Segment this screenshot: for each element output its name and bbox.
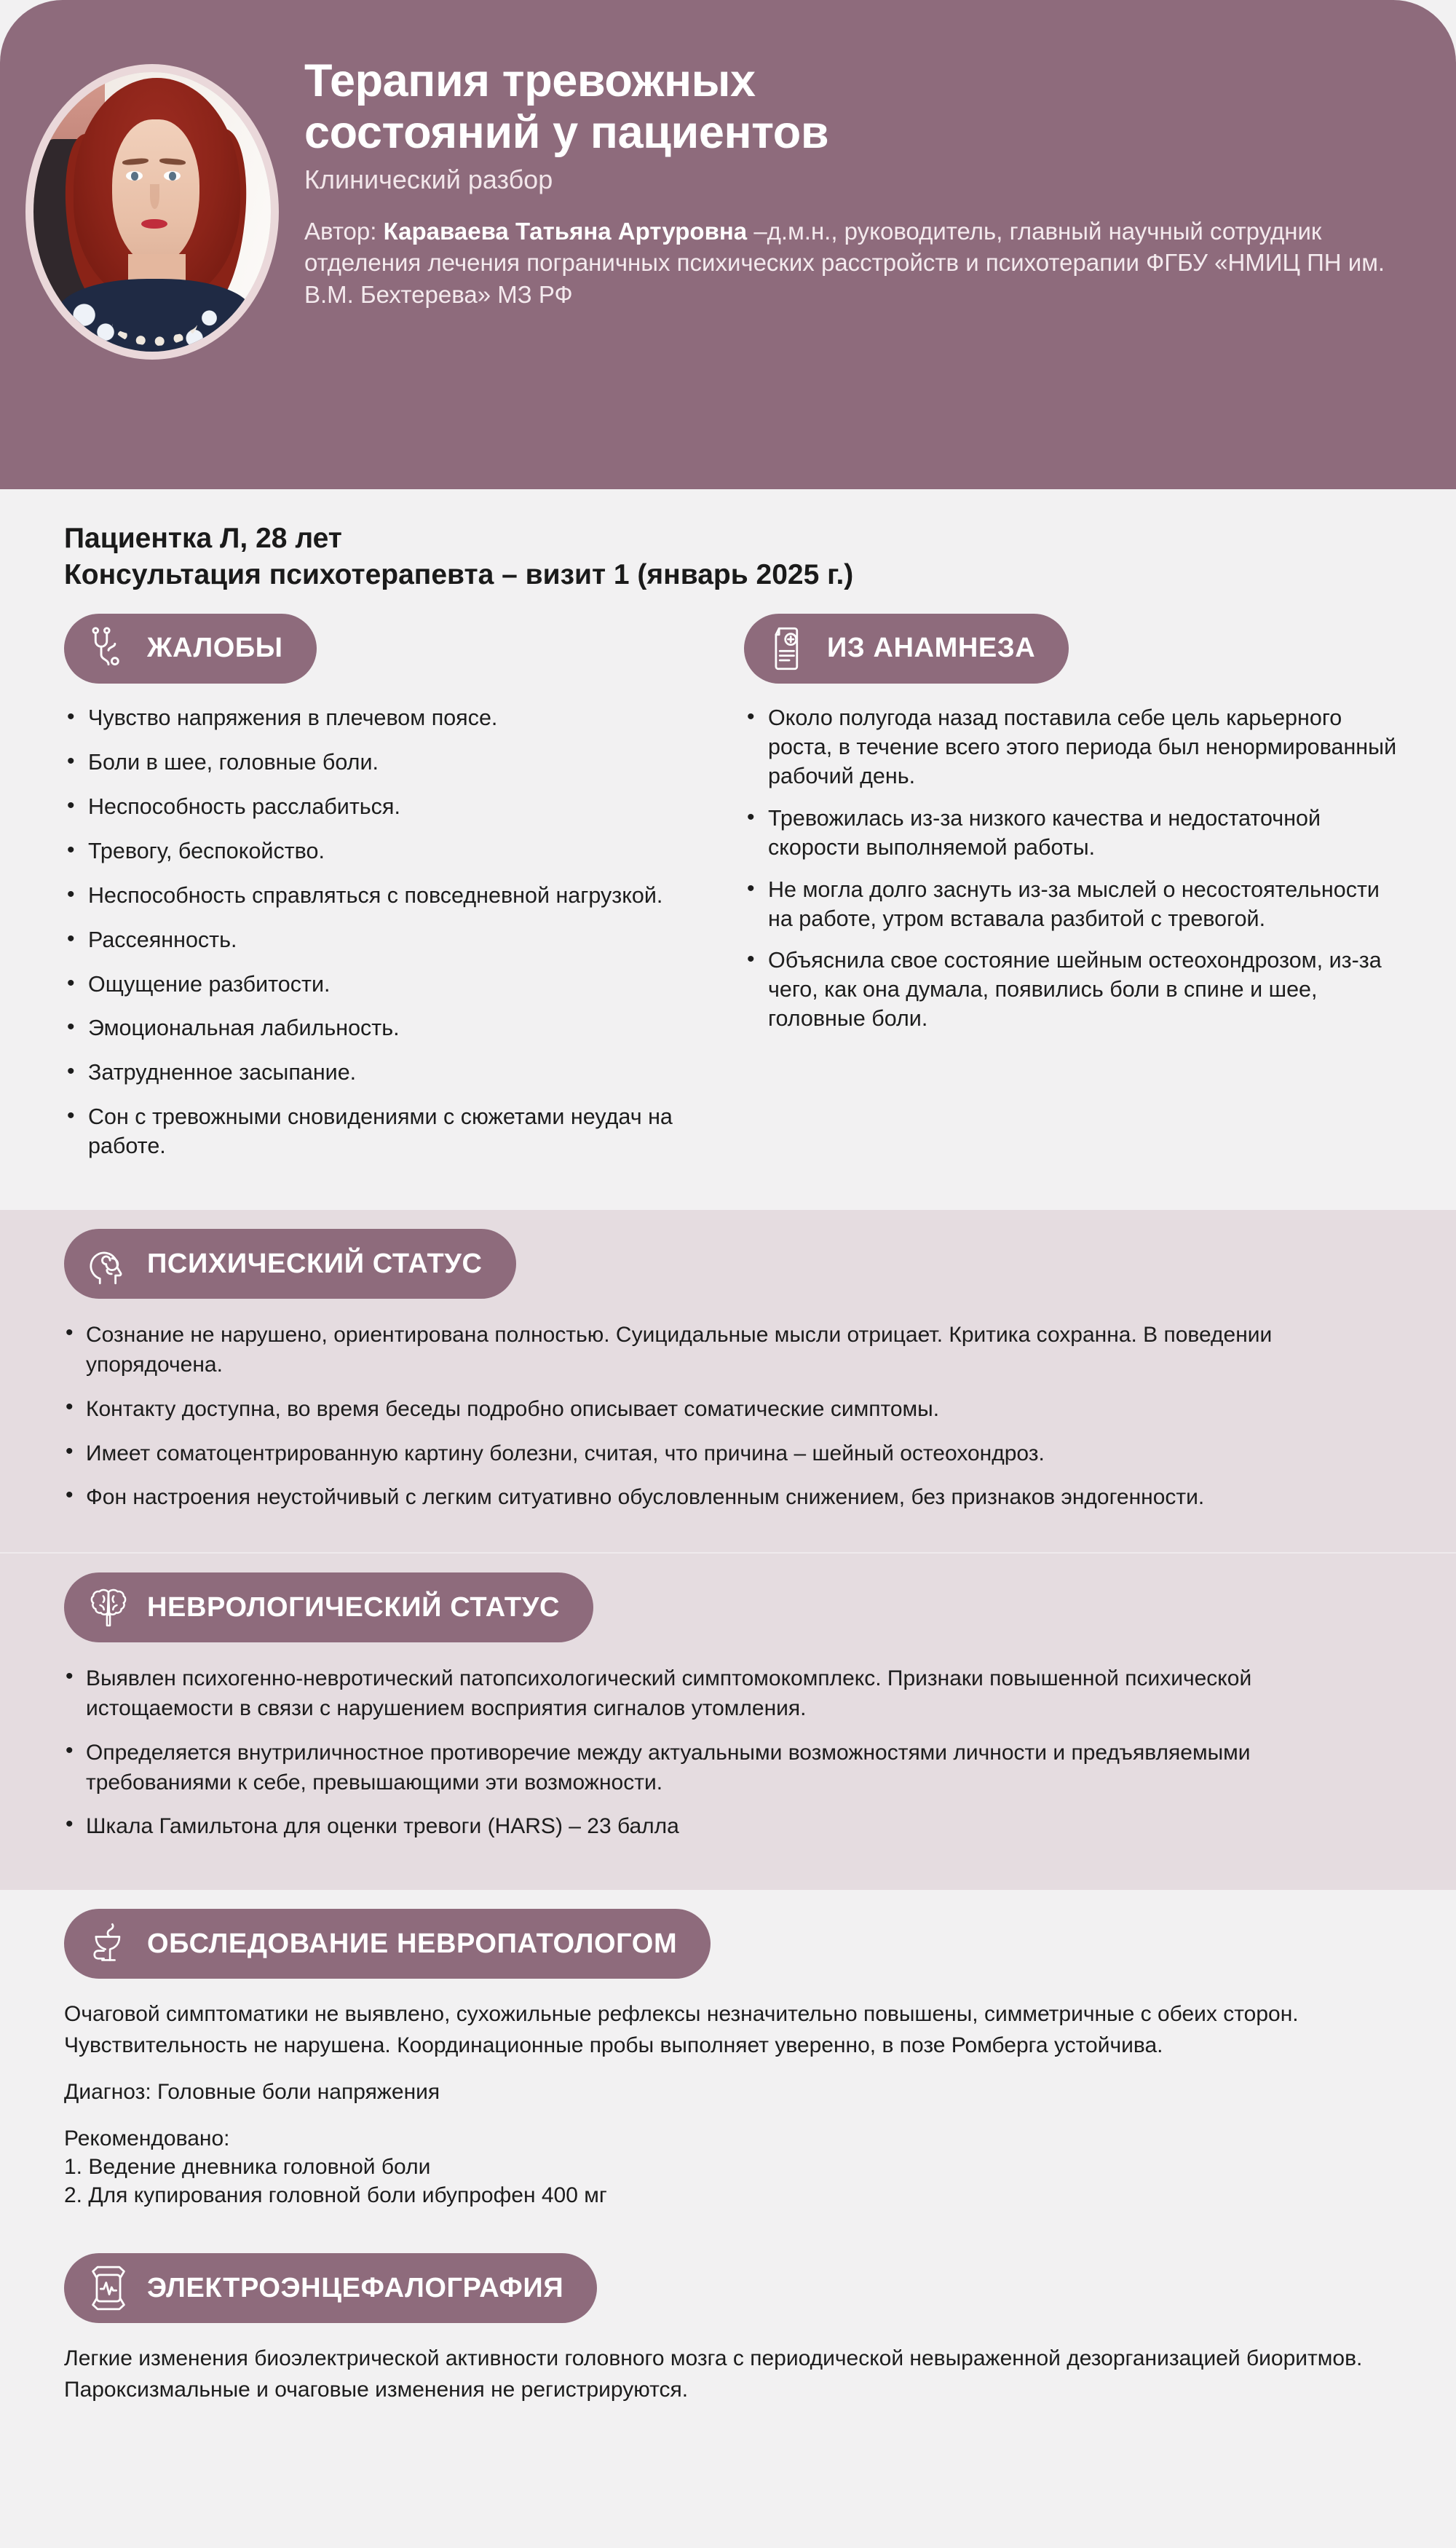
eeg-monitor-icon xyxy=(89,2266,128,2311)
header-banner xyxy=(0,0,1456,489)
list-item: • Сон с тревожными сновидениями с сюжетами неудач на работе. xyxy=(64,1103,696,1161)
anamnesis-heading xyxy=(744,614,1069,684)
neuro-status-list xyxy=(64,1664,1399,1842)
stethoscope-icon xyxy=(89,626,128,671)
author-credentials: –д.м.н., руководитель, главный научный сотрудник отделения лечения пограничных психических расстройств и психотерапии ФГБУ «НМИЦ ПН им. В.М. Бехтерева» МЗ РФ xyxy=(304,217,1385,308)
complaints-title: ЖАЛОБЫ xyxy=(147,633,283,664)
author-prefix-label: Автор: xyxy=(304,217,377,245)
complaints-heading xyxy=(64,614,317,684)
anamnesis-title: ИЗ АНАМНЕЗА xyxy=(827,633,1036,664)
recommendations-block xyxy=(64,2124,1399,2209)
list-item: • Сознание не нарушено, ориентирована полностью. Суицидальные мысли отрицает. Критика сохранна. В поведении упорядочена. xyxy=(64,1321,1399,1380)
portrait-container xyxy=(0,48,304,360)
list-item: • Около полугода назад поставила себе цель карьерного роста, в течение всего этого периода был ненормированный рабочий день. xyxy=(744,704,1405,791)
list-item: • Боли в шее, головные боли. xyxy=(64,748,696,778)
eeg-paragraph: Легкие изменения биоэлектрической активности головного мозга с периодической невыраженной дезорганизацией биоритмов. Пароксизмальные и очаговые изменения не регистрируются. xyxy=(64,2346,1363,2402)
page-subtitle: Клинический разбор xyxy=(304,165,553,195)
medical-document-icon xyxy=(769,626,808,671)
head-mind-icon xyxy=(89,1241,128,1286)
neurologist-exam-heading xyxy=(64,1909,711,1979)
author-name: Караваева Татьяна Артуровна xyxy=(383,217,748,245)
list-item: • Не могла долго заснуть из-за мыслей о несостоятельности на работе, утром вставала разбитой с тревогой. xyxy=(744,876,1405,934)
list-item: • Шкала Гамильтона для оценки тревоги (HARS) – 23 балла xyxy=(64,1812,1399,1842)
neuro-status-section xyxy=(0,1554,1456,1890)
neuro-status-heading xyxy=(64,1572,593,1642)
mental-status-list xyxy=(64,1321,1399,1513)
mental-status-heading xyxy=(64,1229,516,1299)
list-item: • Ощущение разбитости. xyxy=(64,970,696,1000)
list-item: • Неспособность справляться с повседневной нагрузкой. xyxy=(64,882,696,911)
bowl-of-hygieia-icon xyxy=(89,1921,128,1966)
neurologist-exam-title: ОБСЛЕДОВАНИЕ НЕВРОПАТОЛОГОМ xyxy=(147,1928,678,1959)
anamnesis-list xyxy=(744,704,1405,1034)
list-item: • Эмоциональная лабильность. xyxy=(64,1014,696,1043)
header-text-block xyxy=(304,48,1456,310)
patient-line: Пациентка Л, 28 лет xyxy=(64,523,342,554)
list-item: • Имеет соматоцентрированную картину болезни, считая, что причина – шейный остеохондроз. xyxy=(64,1439,1399,1469)
neuro-status-title: НЕВРОЛОГИЧЕСКИЙ СТАТУС xyxy=(147,1591,560,1623)
list-item: • Определяется внутриличностное противоречие между актуальными возможностями личности и предъявляемыми требованиями к себе, превышающими эти возможности. xyxy=(64,1738,1399,1798)
complaints-list xyxy=(64,704,696,1161)
consultation-line: Консультация психотерапевта – визит 1 (январь 2025 г.) xyxy=(64,558,854,590)
eeg-section xyxy=(0,2234,1456,2439)
eeg-heading xyxy=(64,2253,597,2323)
anamnesis-column xyxy=(728,614,1456,1176)
list-item: • Контакту доступна, во время беседы подробно описывает соматические симптомы. xyxy=(64,1395,1399,1425)
mental-status-title: ПСИХИЧЕСКИЙ СТАТУС xyxy=(147,1248,483,1279)
page-title-line1: Терапия тревожных xyxy=(304,55,756,106)
list-item: • Фон настроения неустойчивый с легким ситуативно обусловленным снижением, без признаков эндогенности. xyxy=(64,1483,1399,1513)
list-item: • Тревожилась из-за низкого качества и недостаточной скорости выполняемой работы. xyxy=(744,804,1405,863)
neurologist-exam-section xyxy=(0,1890,1456,2234)
recommendation-item: 2. Для купирования головной боли ибупрофен 400 мг xyxy=(64,2183,607,2208)
list-item: • Объяснила свое состояние шейным остеохондрозом, из-за чего, как она думала, появились боли в спине и шее, головные боли. xyxy=(744,946,1405,1034)
list-item: • Затрудненное засыпание. xyxy=(64,1059,696,1088)
recommendations-label: Рекомендовано: xyxy=(64,2126,230,2151)
recommendation-item: 1. Ведение дневника головной боли xyxy=(64,2155,431,2180)
neurologist-diagnosis: Диагноз: Головные боли напряжения xyxy=(64,2080,440,2105)
list-item: • Неспособность расслабиться. xyxy=(64,793,696,822)
list-item: • Тревогу, беспокойство. xyxy=(64,837,696,866)
author-block xyxy=(304,215,1390,311)
mental-status-section xyxy=(0,1210,1456,1552)
brain-icon xyxy=(89,1585,128,1630)
list-item: • Чувство напряжения в плечевом поясе. xyxy=(64,704,696,733)
eeg-title: ЭЛЕКТРОЭНЦЕФАЛОГРАФИЯ xyxy=(147,2272,564,2303)
complaints-column xyxy=(0,614,728,1176)
page-title-line2: состояний у пациентов xyxy=(304,107,829,159)
list-item: • Выявлен психогенно-невротический патопсихологический симптомокомплекс. Признаки повышенной психической истощаемости в связи с нарушением восприятия сигналов утомления. xyxy=(64,1664,1399,1724)
patient-summary xyxy=(0,489,1456,598)
visit-section xyxy=(0,489,1456,1210)
author-portrait xyxy=(25,64,279,360)
neurologist-exam-paragraph: Очаговой симптоматики не выявлено, сухожильные рефлексы незначительно повышены, симметричные с обеих сторон. Чувствительность не нарушена. Координационные пробы выполняет уверенно, в позе Ромберга устойчива. xyxy=(64,2002,1299,2057)
list-item: • Рассеянность. xyxy=(64,926,696,955)
